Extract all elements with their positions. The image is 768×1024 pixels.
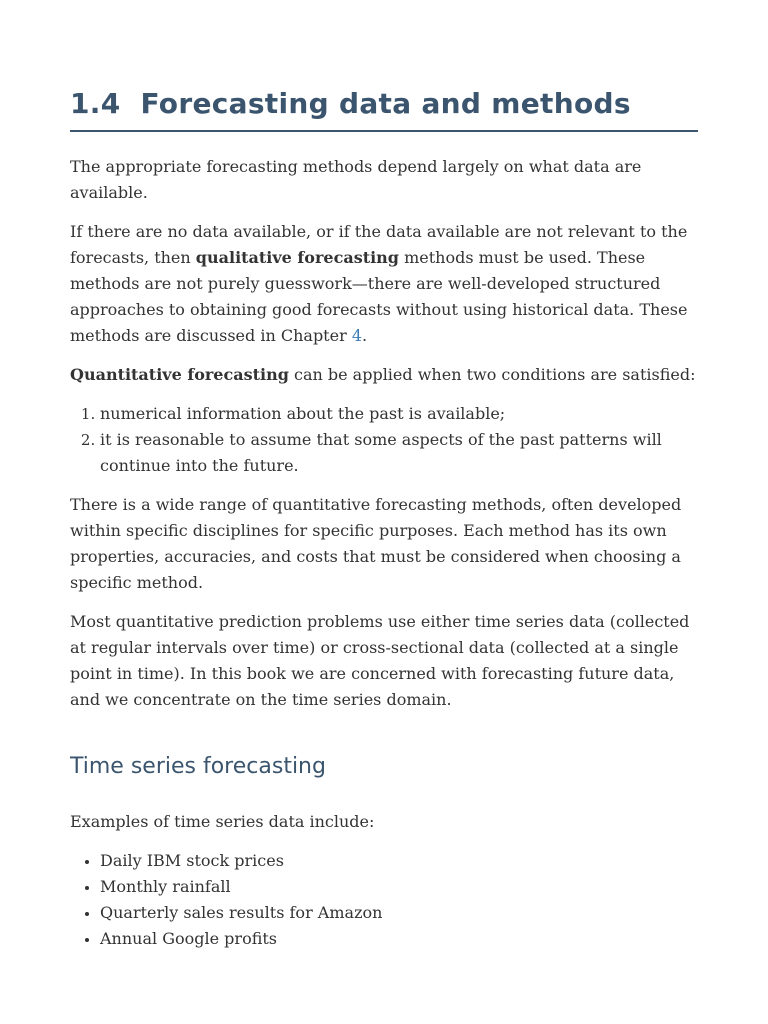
intro-paragraph: The appropriate forecasting methods depend largely on what data are available. <box>70 157 642 202</box>
quantitative-text: can be applied when two conditions are satisfied: <box>288 365 696 384</box>
list-item: • Daily IBM stock prices <box>100 848 698 874</box>
section-heading <box>70 84 698 132</box>
qualitative-text-end: . <box>362 326 368 345</box>
section-title: Forecasting data and methods <box>140 87 631 120</box>
section-number: 1.4 <box>70 87 121 120</box>
time-series-heading: Time series forecasting <box>70 754 326 779</box>
examples-intro: Examples of time series data include: <box>70 812 375 831</box>
qualitative-text-after: methods must be used. These methods are not purely guesswork—there are well-developed structured approaches to obtaining good forecasts without using historical data. These methods are discussed in Chapter <box>70 248 688 345</box>
chapter-4-link[interactable]: 4 <box>351 326 362 345</box>
qualitative-paragraph <box>70 219 698 349</box>
quantitative-paragraph <box>70 362 698 388</box>
examples-list <box>70 848 698 952</box>
list-item: • Quarterly sales results for Amazon <box>100 900 698 926</box>
qualitative-text-before: If there are no data available, or if the data available are not relevant to the forecasts, then <box>70 222 688 267</box>
main-content <box>70 84 698 952</box>
list-item: 1. numerical information about the past is available; <box>100 401 698 427</box>
qualitative-term: qualitative forecasting <box>195 248 399 267</box>
list-item: • Monthly rainfall <box>100 874 698 900</box>
list-item: • Annual Google profits <box>100 926 698 952</box>
conditions-list <box>70 401 698 479</box>
quantitative-term: Quantitative forecasting <box>70 365 289 384</box>
list-item: 2. it is reasonable to assume that some aspects of the past patterns will continue into the future. <box>100 427 698 479</box>
methods-range-paragraph: There is a wide range of quantitative forecasting methods, often developed within specific disciplines for specific purposes. Each method has its own properties, accuracies, and costs that must be considered when choosing a specific method. <box>70 495 682 592</box>
data-types-paragraph: Most quantitative prediction problems use either time series data (collected at regular intervals over time) or cross-sectional data (collected at a single point in time). In this book we are concerned with forecasting future data, and we concentrate on the time series domain. <box>70 612 690 709</box>
